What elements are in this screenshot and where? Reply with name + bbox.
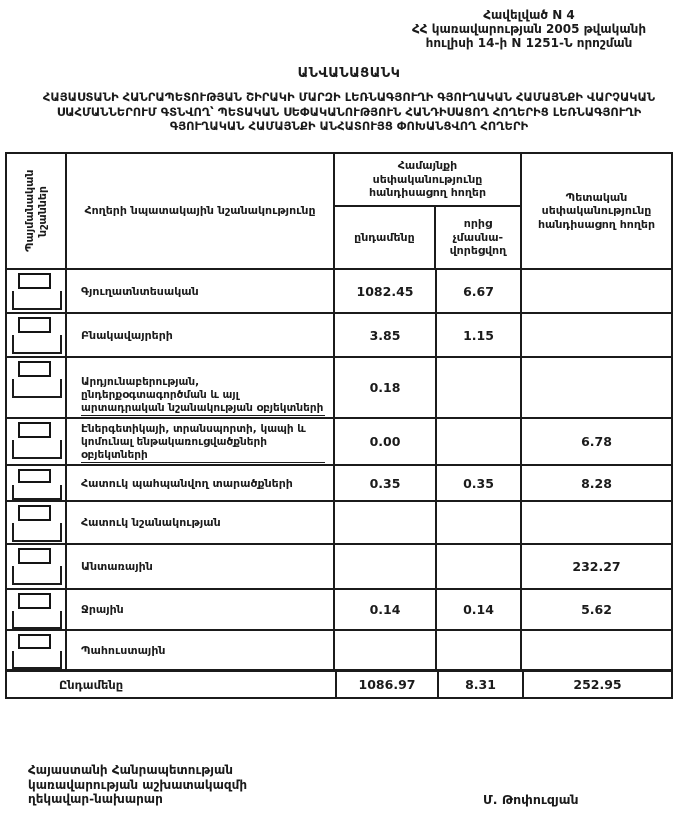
document-title: ԱՆՎԱՆԱՑԱՆԿ bbox=[297, 66, 401, 81]
state-owned-value: 8.28 bbox=[581, 475, 612, 491]
legend-box-icon bbox=[18, 593, 51, 609]
state-owned-value bbox=[522, 270, 671, 312]
legend-cell bbox=[7, 419, 67, 464]
non-privatized-value bbox=[437, 419, 522, 464]
total-label: Ընդամենը bbox=[7, 672, 337, 697]
non-privatized-value bbox=[437, 545, 522, 588]
state-owned-value bbox=[522, 358, 671, 417]
community-total-value bbox=[335, 631, 437, 669]
community-subheaders bbox=[335, 207, 520, 268]
total-non-privatized-value: 8.31 bbox=[439, 672, 524, 697]
non-privatized-value: 6.67 bbox=[437, 270, 522, 312]
land-category-label: Գյուղատնտեսական bbox=[67, 270, 335, 312]
non-privatized-value: 0.35 bbox=[437, 466, 522, 500]
appendix-line: հուլիսի 14-ի N 1251-Ն որոշման bbox=[425, 36, 633, 50]
state-owned-value: 6.78 bbox=[581, 434, 612, 449]
signatory-name: Մ. Թոփուզյան bbox=[483, 792, 579, 807]
legend-bracket-icon bbox=[12, 566, 62, 585]
land-category-label: Բնակավայրերի bbox=[67, 314, 335, 356]
state-owned-value: 5.62 bbox=[581, 602, 612, 617]
legend-box-icon bbox=[18, 469, 51, 483]
signatory-title-block bbox=[28, 763, 328, 807]
legend-cell bbox=[7, 631, 67, 669]
state-owned-value bbox=[522, 502, 671, 543]
signatory-title-line: կառավարության աշխատակազմի bbox=[28, 777, 248, 792]
legend-bracket-icon bbox=[12, 523, 62, 542]
non-privatized-value: 1.15 bbox=[437, 314, 522, 356]
legend-box-icon bbox=[18, 505, 51, 521]
land-category-label: Անտառային bbox=[67, 545, 335, 588]
legend-box-icon bbox=[18, 361, 51, 377]
signatory-title-line: Հայաստանի Հանրապետության bbox=[28, 763, 233, 777]
land-category-label: Պահուստային bbox=[67, 631, 335, 669]
land-category-label: Հատուկ պահպանվող տարածքների bbox=[67, 466, 335, 500]
legend-bracket-icon bbox=[12, 651, 62, 669]
legend-box-icon bbox=[18, 634, 51, 649]
non-privatized-value bbox=[437, 631, 522, 669]
table-row bbox=[7, 419, 671, 466]
non-privatized-value bbox=[437, 358, 522, 417]
table-row bbox=[7, 502, 671, 545]
appendix-line: Հավելված N 4 bbox=[483, 8, 575, 22]
legend-cell bbox=[7, 314, 67, 356]
column-header-signs bbox=[7, 154, 67, 268]
total-state-owned-value: 252.95 bbox=[573, 677, 622, 692]
non-privatized-value bbox=[437, 502, 522, 543]
legend-box-icon bbox=[18, 317, 51, 333]
legend-cell bbox=[7, 590, 67, 629]
legend-bracket-icon bbox=[12, 335, 62, 354]
legend-bracket-icon bbox=[12, 611, 62, 629]
appendix-header bbox=[368, 8, 690, 50]
signatory-title-line: ղեկավար-նախարար bbox=[28, 792, 163, 806]
table-row bbox=[7, 270, 671, 314]
table-row bbox=[7, 631, 671, 671]
legend-bracket-icon bbox=[12, 440, 62, 459]
land-category-label: Ջրային bbox=[67, 590, 335, 629]
community-total-value bbox=[335, 502, 437, 543]
column-group-community bbox=[335, 154, 522, 268]
land-category-label: Հատուկ նշանակության bbox=[67, 502, 335, 543]
table-header-row bbox=[7, 154, 671, 270]
column-header-non-privatized: որից չմասնա- վորեցվող bbox=[449, 217, 507, 258]
legend-bracket-icon bbox=[12, 291, 62, 310]
table-row bbox=[7, 545, 671, 590]
state-owned-value bbox=[522, 314, 671, 356]
legend-box-icon bbox=[18, 548, 51, 564]
state-owned-value: 232.27 bbox=[572, 559, 621, 574]
community-total-value: 0.00 bbox=[335, 419, 437, 464]
column-header-purpose: Հողերի նպատակային նշանակությունը bbox=[67, 154, 335, 268]
community-total-value: 0.18 bbox=[335, 358, 437, 417]
land-category-label: Էներգետիկայի, տրանսպորտի, կապի և կոմունալ ենթակառուցվածքների օբյեկտների bbox=[67, 419, 335, 464]
legend-cell bbox=[7, 545, 67, 588]
table-row bbox=[7, 314, 671, 358]
community-total-value: 3.85 bbox=[335, 314, 437, 356]
document-subtitle: ՀԱՅԱՍՏԱՆԻ ՀԱՆՐԱՊԵՏՈՒԹՅԱՆ ՇԻՐԱԿԻ ՄԱՐԶԻ ԼԵՌՆԱԳՅՈՒՂԻ ԳՅՈՒՂԱԿԱՆ ՀԱՄԱՅՆՔԻ ՎԱՐՉԱԿԱՆ ՍԱՀՄԱՆՆԵՐՈՒՄ ԳՏՆՎՈՂ՝ ՊԵՏԱԿԱՆ ՍԵՓԱԿԱՆՈՒԹՅՈՒՆ ՀԱՆԴԻՍԱՑՈՂ ՀՈՂԵՐԻՑ ԼԵՌՆԱԳՅՈՒՂԻ ԳՅՈՒՂԱԿԱՆ ՀԱՄԱՅՆՔԻ ԱՆՀԱՏՈՒՅՑ ՓՈԽԱՆՑՎՈՂ ՀՈՂԵՐԻ bbox=[42, 90, 656, 133]
legend-cell bbox=[7, 466, 67, 500]
table-row bbox=[7, 466, 671, 502]
community-total-value: 0.14 bbox=[335, 590, 437, 629]
legend-box-icon bbox=[18, 422, 51, 438]
appendix-line: ՀՀ կառավարության 2005 թվականի bbox=[411, 22, 647, 36]
legend-cell bbox=[7, 502, 67, 543]
state-owned-value bbox=[522, 631, 671, 669]
total-community-value: 1086.97 bbox=[337, 672, 439, 697]
land-table bbox=[5, 152, 673, 699]
table-row bbox=[7, 358, 671, 419]
land-category-label: Արդյունաբերության, ընդերքօգտագործման և այլ արտադրական նշանակության օբյեկտների bbox=[67, 358, 335, 417]
column-header-signs-label: Պայմանական նշաններ bbox=[23, 169, 49, 253]
legend-bracket-icon bbox=[12, 379, 62, 398]
column-header-state: Պետական սեփականությունը հանդիսացող հողեր bbox=[537, 190, 656, 231]
community-total-value: 0.35 bbox=[335, 466, 437, 500]
legend-box-icon bbox=[18, 273, 51, 289]
legend-cell bbox=[7, 358, 67, 417]
column-header-community: Համայնքի սեփականությունը հանդիսացող հողեր bbox=[335, 154, 520, 207]
legend-bracket-icon bbox=[12, 485, 62, 500]
community-total-value bbox=[335, 545, 437, 588]
table-row bbox=[7, 590, 671, 631]
table-total-row bbox=[7, 671, 671, 697]
column-header-total: ընդամենը bbox=[335, 207, 436, 268]
non-privatized-value: 0.14 bbox=[437, 590, 522, 629]
legend-cell bbox=[7, 270, 67, 312]
community-total-value: 1082.45 bbox=[335, 270, 437, 312]
